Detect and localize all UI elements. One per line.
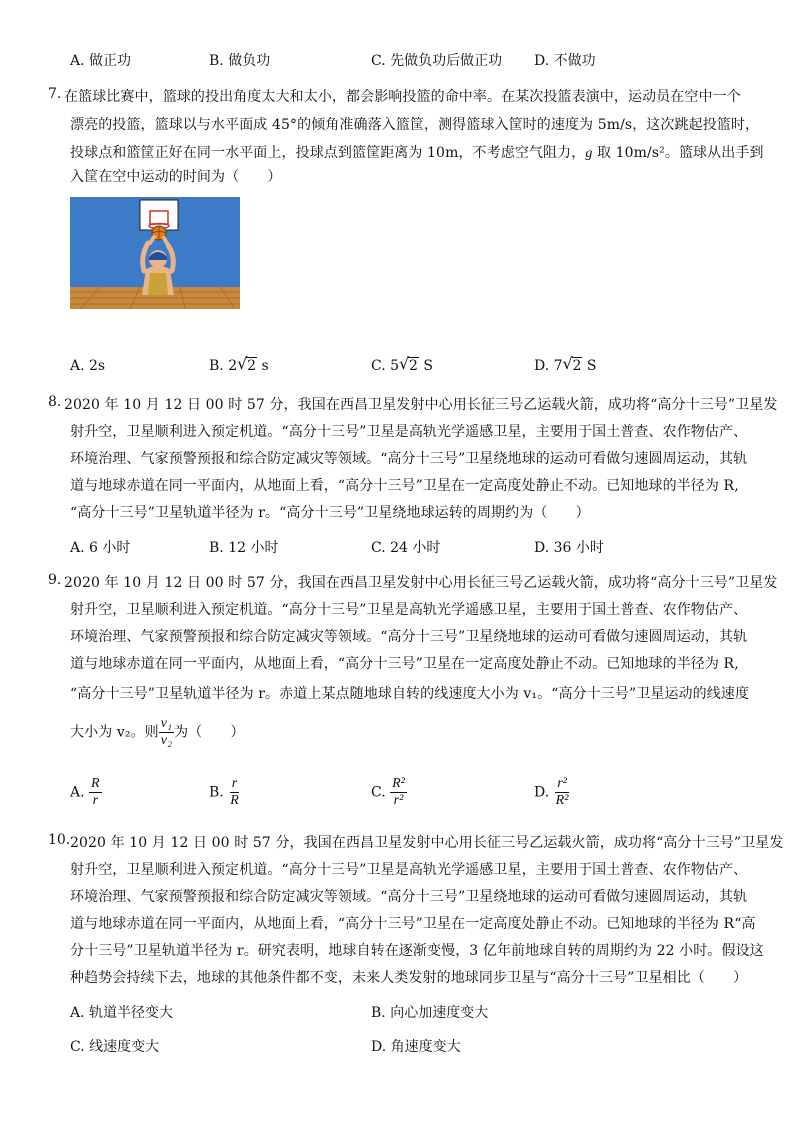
q9-option-b[interactable]: B. $\frac{r}{R}$ [209, 776, 239, 808]
q8-option-b[interactable]: B. 12 小时 [209, 540, 279, 556]
q9-option-c[interactable]: C. $\frac{\text{R²}}{\text{r²}}$ [371, 776, 405, 808]
q8-option-d[interactable]: D. 36 小时 [534, 540, 604, 556]
q9-line-6: 大小为 v₂。则 $\frac{\text{v₁}}{\text{v₂}}$ 为（ ） [70, 716, 245, 748]
q10-number: 10. [48, 832, 71, 848]
q6-option-a[interactable]: A. 做正功 [70, 53, 132, 69]
q7-line-3: 投球点和篮筐正好在同一水平面上，投球点到篮筐距离为 10m，不考虑空气阻力，g 取 10m/s²。篮球从出手到 [70, 145, 764, 161]
q10-option-c[interactable]: C. 线速度变大 [70, 1039, 160, 1055]
q8-option-c[interactable]: C. 24 小时 [371, 540, 441, 556]
basketball-player-image [70, 197, 240, 309]
q7-line-1: 在篮球比赛中，篮球的投出角度太大和太小，都会影响投篮的命中率。在某次投篮表演中，运动员在空中一个 [64, 89, 741, 105]
q10-option-d[interactable]: D. 角速度变大 [371, 1039, 461, 1055]
q8-line-3: 环境治理、气家预警预报和综合防定减灾等领域。“高分十三号”卫星绕地球的运动可看做匀速圆周运动，其轨 [70, 451, 748, 467]
q10-line-1: 2020 年 10 月 12 日 00 时 57 分，我国在西昌卫星发射中心用长征三号乙运载火箭，成功将“高分十三号”卫星发 [70, 835, 784, 851]
q7-option-d[interactable]: D. 7 √ 2 S [534, 354, 597, 374]
q9-line-5: “高分十三号”卫星轨道半径为 r。赤道上某点随地球自转的线速度大小为 v₁。“高分十三号”卫星运动的线速度 [70, 686, 750, 702]
q8-line-4: 道与地球赤道在同一平面内，从地面上看，“高分十三号”卫星在一定高度处静止不动。已知地球的半径为 R, [70, 478, 739, 494]
q6-option-d[interactable]: D. 不做功 [534, 53, 596, 69]
ratio-fraction: $\frac{\text{v₁}}{\text{v₂}}$ [160, 716, 173, 748]
q9-line-3: 环境治理、气家预警预报和综合防定减灾等领域。“高分十三号”卫星绕地球的运动可看做匀速圆周运动，其轨 [70, 629, 748, 645]
q7-option-a[interactable]: A. 2s [70, 358, 106, 374]
q10-line-5: 分十三号”卫星轨道半径为 r。研究表明，地球自转在逐渐变慢，3 亿年前地球自转的周期约为 22 小时。假设这 [70, 943, 764, 959]
q10-line-3: 环境治理、气家预警预报和综合防定减灾等领域。“高分十三号”卫星绕地球的运动可看做匀速圆周运动，其轨 [70, 889, 748, 905]
q10-option-a[interactable]: A. 轨道半径变大 [70, 1005, 174, 1021]
q6-option-b[interactable]: B. 做负功 [209, 53, 271, 69]
q9-option-d[interactable]: D. $\frac{\text{r²}}{\text{R²}}$ [534, 776, 569, 808]
q10-line-6: 种趋势会持续下去，地球的其他条件都不变，未来人类发射的地球同步卫星与“高分十三号”卫星相比（ ） [70, 970, 748, 986]
q9-line-1: 2020 年 10 月 12 日 00 时 57 分，我国在西昌卫星发射中心用长征三号乙运载火箭，成功将“高分十三号”卫星发 [64, 575, 778, 591]
q9-number: 9. [48, 572, 62, 588]
q8-number: 8. [48, 394, 62, 410]
q10-line-4: 道与地球赤道在同一平面内，从地面上看，“高分十三号”卫星在一定高度处静止不动。已知地球的半径为 R“高 [70, 916, 756, 932]
q9-option-a[interactable]: A. $\frac{R}{r}$ [70, 776, 100, 808]
q7-number: 7. [48, 86, 62, 102]
q8-option-a[interactable]: A. 6 小时 [70, 540, 131, 556]
q7-option-c[interactable]: C. 5 √ 2 S [371, 354, 433, 374]
q7-line-2: 漂亮的投篮，篮球以与水平面成 45°的倾角准确落入篮筐，测得篮球入筐时的速度为 5m/s，这次跳起投篮时， [70, 117, 760, 133]
q7-line-4: 入筐在空中运动的时间为（ ） [70, 169, 282, 185]
q9-line-4: 道与地球赤道在同一平面内，从地面上看，“高分十三号”卫星在一定高度处静止不动。已知地球的半径为 R, [70, 656, 739, 672]
q10-option-b[interactable]: B. 向心加速度变大 [371, 1005, 489, 1021]
q6-option-c[interactable]: C. 先做负功后做正功 [371, 53, 503, 69]
q10-line-2: 射升空，卫星顺利进入预定机道。“高分十三号”卫星是高轨光学遥感卫星，主要用于国土普查、农作物估产、 [70, 862, 748, 878]
q8-line-1: 2020 年 10 月 12 日 00 时 57 分，我国在西昌卫星发射中心用长征三号乙运载火箭，成功将“高分十三号”卫星发 [64, 397, 778, 413]
q8-line-2: 射升空，卫星顺利进入预定机道。“高分十三号”卫星是高轨光学遥感卫星，主要用于国土普查、农作物估产、 [70, 424, 748, 440]
q7-option-b[interactable]: B. 2 √ 2 s [209, 354, 269, 374]
q9-line-2: 射升空，卫星顺利进入预定机道。“高分十三号”卫星是高轨光学遥感卫星，主要用于国土普查、农作物估产、 [70, 602, 748, 618]
q8-line-5: “高分十三号”卫星轨道半径为 r。“高分十三号”卫星绕地球运转的周期约为（ ） [70, 505, 590, 521]
